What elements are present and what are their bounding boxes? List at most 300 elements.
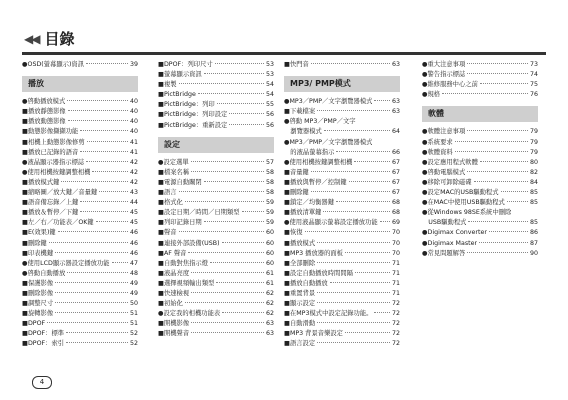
toc-entry-page: 42 bbox=[129, 178, 138, 186]
toc-entry[interactable] bbox=[22, 188, 138, 198]
toc-entry-page: 67 bbox=[391, 189, 400, 197]
dot-leader bbox=[474, 181, 528, 182]
toc-entry[interactable] bbox=[158, 158, 274, 168]
toc-entry-label: ■開機影像 bbox=[158, 320, 190, 328]
dot-leader bbox=[68, 110, 128, 111]
toc-entry[interactable] bbox=[284, 148, 400, 158]
toc-entry-page: 52 bbox=[129, 340, 138, 348]
dot-leader bbox=[185, 302, 264, 303]
dot-leader bbox=[349, 181, 390, 182]
toc-entry-page: 66 bbox=[391, 148, 400, 156]
toc-entry[interactable] bbox=[22, 127, 138, 137]
toc-entry-page: 73 bbox=[529, 61, 538, 68]
dot-leader bbox=[317, 242, 390, 243]
toc-entry-label: USB驅動程式 bbox=[422, 219, 467, 227]
toc-entry-label: ■E(效果)鍵 bbox=[22, 229, 56, 237]
toc-entry[interactable] bbox=[158, 249, 274, 259]
toc-entry[interactable] bbox=[284, 228, 400, 238]
toc-entry-page: 85 bbox=[529, 189, 538, 197]
toc-entry[interactable] bbox=[284, 107, 400, 117]
toc-entry[interactable] bbox=[422, 168, 538, 178]
dot-leader bbox=[191, 171, 264, 172]
toc-entry[interactable] bbox=[22, 239, 138, 249]
toc-entry[interactable] bbox=[158, 60, 274, 70]
toc-entry-page: 54 bbox=[265, 81, 274, 89]
toc-entry-page: 90 bbox=[529, 249, 538, 257]
toc-entry[interactable] bbox=[158, 70, 274, 80]
toc-entry[interactable] bbox=[284, 329, 400, 339]
toc-entry-page: 71 bbox=[391, 279, 400, 287]
toc-entry-page: 70 bbox=[391, 239, 400, 247]
toc-entry-label: ■快門音 bbox=[284, 61, 309, 68]
toc-entry-page: 72 bbox=[391, 340, 400, 348]
toc-entry[interactable] bbox=[158, 121, 274, 131]
toc-entry[interactable] bbox=[22, 218, 138, 228]
toc-entry-label: ■液晶亮度 bbox=[158, 269, 190, 277]
toc-entry-label: ●設定MAC的USB驅動程式 bbox=[422, 189, 499, 197]
dot-leader bbox=[47, 322, 128, 323]
toc-entry-label: ■語言 bbox=[158, 189, 177, 197]
toc-entry[interactable] bbox=[22, 249, 138, 259]
dot-leader bbox=[311, 191, 390, 192]
toc-entry-label: ■刪除鍵 bbox=[22, 239, 47, 247]
toc-entry-label: ■語音備忘錄／上鍵 bbox=[22, 199, 79, 207]
toc-entry-label: 瀏覽器模式 bbox=[284, 128, 322, 136]
toc-entry-label: ■複製 bbox=[158, 81, 177, 89]
dot-leader bbox=[317, 110, 390, 111]
toc-entry-label: ■播放自動播放 bbox=[284, 279, 328, 287]
toc-entry-label: ■顯示設定 bbox=[284, 300, 316, 308]
dot-leader bbox=[55, 312, 128, 313]
toc-entry[interactable] bbox=[22, 289, 138, 299]
toc-entry-label: ■DPOF：標準 bbox=[22, 330, 65, 338]
toc-entry-label: ■播放與暫停／控制鍵 bbox=[284, 178, 347, 186]
toc-entry-page: 76 bbox=[529, 91, 538, 99]
dot-leader bbox=[198, 93, 264, 94]
toc-entry-page: 44 bbox=[129, 199, 138, 207]
toc-entry[interactable] bbox=[284, 198, 400, 208]
dot-leader bbox=[480, 83, 528, 84]
dot-leader bbox=[380, 221, 390, 222]
dot-leader bbox=[455, 141, 528, 142]
toc-entry[interactable] bbox=[422, 138, 538, 148]
toc-entry[interactable] bbox=[422, 158, 538, 168]
toc-entry-label: ■列印記錄日期 bbox=[158, 219, 202, 227]
toc-entry-label: ●啓動 MP3／PMP／文字 bbox=[284, 118, 356, 126]
toc-entry-page: 56 bbox=[265, 111, 274, 119]
section-heading: 設定 bbox=[158, 137, 274, 153]
toc-entry-page: 70 bbox=[391, 249, 400, 257]
dot-leader bbox=[467, 130, 528, 131]
toc-entry[interactable] bbox=[22, 117, 138, 127]
section-heading: 軟體 bbox=[422, 106, 538, 122]
toc-entry-label: ●使用相機按鍵調整相機 bbox=[284, 158, 353, 166]
toc-entry-page: 46 bbox=[129, 229, 138, 237]
dot-leader bbox=[355, 272, 390, 273]
toc-entry-label: ■播放＆暫停／下鍵 bbox=[22, 209, 79, 217]
toc-entry[interactable] bbox=[158, 239, 274, 249]
toc-entry[interactable] bbox=[22, 208, 138, 218]
toc-entry[interactable] bbox=[284, 188, 400, 198]
toc-entry-page: 63 bbox=[391, 61, 400, 68]
toc-entry-label: ■鎖定／均衡器鍵 bbox=[284, 199, 335, 207]
toc-entry-page: 72 bbox=[391, 320, 400, 328]
toc-entry-label: ■恢復 bbox=[284, 229, 303, 237]
dot-leader bbox=[80, 211, 128, 212]
toc-entry-label: ■DPOF：索引 bbox=[22, 340, 65, 348]
toc-entry-page: 68 bbox=[391, 199, 400, 207]
title-divider bbox=[22, 52, 546, 55]
double-arrow-icon: ◀◀ bbox=[24, 31, 39, 46]
toc-entry[interactable] bbox=[422, 70, 538, 80]
toc-entry-label: ■DPOF：列印尺寸 bbox=[158, 61, 213, 68]
toc-entry[interactable] bbox=[422, 90, 538, 100]
dot-leader bbox=[86, 63, 128, 64]
toc-entry-page: 60 bbox=[265, 259, 274, 267]
toc-entry[interactable] bbox=[22, 309, 138, 319]
toc-entry[interactable] bbox=[158, 259, 274, 269]
toc-entry-label: ■設定自動播放時間間隔 bbox=[284, 269, 353, 277]
toc-entry[interactable] bbox=[22, 60, 138, 70]
toc-entry-label: ●啓動自動播放 bbox=[22, 269, 66, 277]
toc-column-4 bbox=[422, 60, 538, 259]
toc-entry-page: 58 bbox=[265, 178, 274, 186]
dot-leader bbox=[507, 201, 528, 202]
toc-entry[interactable] bbox=[158, 319, 274, 329]
toc-entry-label: ■PictBridge：列印設定 bbox=[158, 111, 228, 119]
dot-leader bbox=[191, 272, 264, 273]
dot-leader bbox=[191, 332, 264, 333]
toc-entry-label: ■開機聲音 bbox=[158, 330, 190, 338]
toc-entry-page: 46 bbox=[129, 249, 138, 257]
toc-entry-label: ●液晶顯示器指示標誌 bbox=[22, 158, 85, 166]
toc-entry[interactable] bbox=[422, 218, 538, 228]
toc-entry-label: ■播放模式 bbox=[284, 239, 316, 247]
toc-column-2 bbox=[158, 60, 274, 339]
dot-leader bbox=[191, 292, 264, 293]
toc-column-1 bbox=[22, 60, 138, 350]
title-block bbox=[24, 28, 74, 49]
toc-entry[interactable] bbox=[158, 289, 274, 299]
toc-entry-page: 75 bbox=[529, 81, 538, 89]
dot-leader bbox=[467, 171, 528, 172]
toc-entry-page: 53 bbox=[265, 61, 274, 68]
toc-entry-page: 71 bbox=[391, 289, 400, 297]
toc-entry-page: 87 bbox=[529, 239, 538, 247]
dot-leader bbox=[501, 191, 528, 192]
toc-entry[interactable] bbox=[22, 319, 138, 329]
toc-entry[interactable] bbox=[284, 279, 400, 289]
dot-leader bbox=[317, 292, 390, 293]
toc-entry[interactable] bbox=[158, 299, 274, 309]
dot-leader bbox=[55, 292, 128, 293]
toc-entry-label: ■旋轉影像 bbox=[22, 310, 54, 318]
toc-entry-page: 63 bbox=[265, 320, 274, 328]
toc-entry-label: ■左／右／功能表／OK鍵 bbox=[22, 219, 94, 227]
toc-entry-label: ■播放靜態影像 bbox=[22, 108, 66, 116]
toc-entry-label: ●維修服務中心之前 bbox=[422, 81, 478, 89]
toc-entry-label: ■下載檔案 bbox=[284, 108, 316, 116]
toc-entry[interactable] bbox=[284, 239, 400, 249]
toc-entry-page: 59 bbox=[265, 219, 274, 227]
toc-entry-label: ■縮略圖／放大鍵／音量鍵 bbox=[22, 189, 98, 197]
dot-leader bbox=[311, 171, 390, 172]
toc-entry[interactable] bbox=[158, 168, 274, 178]
toc-entry-label: ●MP3／PMP／文字瀏覽器模式 bbox=[284, 98, 373, 106]
toc-entry[interactable] bbox=[284, 299, 400, 309]
dot-leader bbox=[442, 93, 528, 94]
toc-entry[interactable] bbox=[284, 269, 400, 279]
toc-entry[interactable] bbox=[22, 107, 138, 117]
toc-entry[interactable] bbox=[158, 269, 274, 279]
toc-entry[interactable] bbox=[422, 148, 538, 158]
toc-entry[interactable] bbox=[22, 339, 138, 349]
toc-entry[interactable] bbox=[22, 299, 138, 309]
toc-entry-page: 57 bbox=[265, 158, 274, 166]
toc-entry[interactable] bbox=[158, 198, 274, 208]
toc-entry[interactable] bbox=[22, 279, 138, 289]
dot-leader bbox=[229, 124, 264, 125]
dot-leader bbox=[67, 100, 128, 101]
toc-entry-page: 43 bbox=[129, 189, 138, 197]
toc-entry[interactable] bbox=[158, 218, 274, 228]
dot-leader bbox=[242, 211, 264, 212]
toc-entry-page: 47 bbox=[129, 259, 138, 267]
toc-entry-page: 72 bbox=[391, 330, 400, 338]
toc-entry[interactable] bbox=[158, 329, 274, 339]
toc-entry-label: ■PictBridge bbox=[158, 91, 196, 99]
toc-entry[interactable] bbox=[284, 97, 400, 107]
dot-leader bbox=[345, 332, 390, 333]
toc-entry-page: 59 bbox=[265, 199, 274, 207]
dot-leader bbox=[217, 103, 264, 104]
toc-entry-label: ■音量鍵 bbox=[284, 168, 309, 176]
toc-entry-page: 61 bbox=[265, 269, 274, 277]
toc-entry-label: ■螢幕顯示資訊 bbox=[158, 71, 202, 79]
toc-entry-page: 61 bbox=[265, 279, 274, 287]
dot-leader bbox=[191, 322, 264, 323]
toc-entry-label: ■聲音 bbox=[158, 229, 177, 237]
toc-entry-label: ■MP3 背景音樂設定 bbox=[284, 330, 343, 338]
toc-entry-page: 41 bbox=[129, 138, 138, 146]
toc-entry[interactable] bbox=[422, 249, 538, 259]
toc-entry[interactable] bbox=[158, 90, 274, 100]
toc-entry-label: ●軟體資料 bbox=[422, 148, 453, 156]
dot-leader bbox=[210, 262, 264, 263]
toc-entry-label: ■快速檢視 bbox=[158, 289, 190, 297]
toc-entry-page: 63 bbox=[391, 108, 400, 116]
toc-entry[interactable] bbox=[158, 309, 274, 319]
toc-entry-page: 70 bbox=[391, 229, 400, 237]
page-title: 目錄 bbox=[44, 30, 75, 48]
dot-leader bbox=[324, 130, 390, 131]
toc-entry[interactable] bbox=[284, 289, 400, 299]
toc-entry-page: 45 bbox=[129, 219, 138, 227]
toc-entry-label: ■選擇視頻輸出類型 bbox=[158, 279, 215, 287]
toc-entry-page: 40 bbox=[129, 128, 138, 136]
toc-entry-page: 51 bbox=[129, 320, 138, 328]
toc-entry[interactable] bbox=[22, 158, 138, 168]
toc-entry[interactable] bbox=[284, 319, 400, 329]
dot-leader bbox=[58, 231, 128, 232]
toc-entry-label: ●OSD(螢幕顯示)資訊 bbox=[22, 61, 84, 68]
toc-entry-label: ■播放已記錄的語音 bbox=[22, 148, 79, 156]
dot-leader bbox=[489, 231, 528, 232]
toc-entry[interactable] bbox=[422, 239, 538, 249]
toc-entry-page: 40 bbox=[129, 108, 138, 116]
toc-entry-label: ■PictBridge：列印 bbox=[158, 101, 215, 109]
toc-entry-page: 63 bbox=[265, 330, 274, 338]
dot-leader bbox=[467, 252, 528, 253]
toc-entry[interactable] bbox=[284, 259, 400, 269]
toc-entry[interactable] bbox=[284, 208, 400, 218]
dot-leader bbox=[374, 312, 390, 313]
toc-entry[interactable] bbox=[158, 208, 274, 218]
toc-entry-page: 48 bbox=[129, 269, 138, 277]
toc-entry[interactable] bbox=[22, 178, 138, 188]
dot-leader bbox=[317, 342, 390, 343]
dot-leader bbox=[323, 211, 390, 212]
toc-entry[interactable] bbox=[158, 228, 274, 238]
toc-entry[interactable] bbox=[22, 198, 138, 208]
toc-entry-page: 46 bbox=[129, 239, 138, 247]
dot-leader bbox=[455, 151, 528, 152]
dot-leader bbox=[305, 231, 390, 232]
toc-entry-page: 39 bbox=[129, 61, 138, 68]
toc-entry-page: 60 bbox=[265, 229, 274, 237]
toc-entry[interactable] bbox=[422, 198, 538, 208]
dot-leader bbox=[317, 302, 390, 303]
toc-entry-page: 49 bbox=[129, 279, 138, 287]
toc-entry[interactable] bbox=[22, 148, 138, 158]
toc-entry[interactable] bbox=[284, 168, 400, 178]
toc-entry-page: 40 bbox=[129, 118, 138, 126]
toc-entry-label: ■PictBridge：重新設定 bbox=[158, 121, 228, 129]
dot-leader bbox=[66, 332, 128, 333]
toc-entry-label: ■格式化 bbox=[158, 199, 183, 207]
dot-leader bbox=[86, 161, 128, 162]
toc-entry-page: 82 bbox=[529, 168, 538, 176]
dot-leader bbox=[336, 151, 390, 152]
toc-entry[interactable] bbox=[284, 158, 400, 168]
toc-entry[interactable] bbox=[284, 178, 400, 188]
toc-entry-page: 67 bbox=[391, 178, 400, 186]
toc-entry[interactable] bbox=[22, 168, 138, 178]
dot-leader bbox=[336, 201, 390, 202]
dot-leader bbox=[222, 312, 264, 313]
toc-entry[interactable] bbox=[284, 138, 400, 148]
toc-entry-page: 79 bbox=[529, 128, 538, 136]
toc-entry-label: ●常見問題解答 bbox=[422, 249, 466, 257]
toc-entry-page: 58 bbox=[265, 168, 274, 176]
toc-entry-page: 42 bbox=[129, 158, 138, 166]
toc-entry-label: ●從Windows 98SE系統中刪除 bbox=[422, 209, 512, 217]
toc-entry[interactable] bbox=[422, 178, 538, 188]
toc-entry-page: 40 bbox=[129, 98, 138, 106]
toc-entry[interactable] bbox=[284, 60, 400, 70]
toc-entry-label: ■播放模式鍵 bbox=[22, 178, 60, 186]
toc-entry-page: 55 bbox=[265, 101, 274, 109]
toc-entry-label: ■重置背景 bbox=[284, 289, 316, 297]
toc-entry[interactable] bbox=[22, 329, 138, 339]
toc-entry-label: ■刪除鍵 bbox=[284, 189, 309, 197]
toc-entry-label: ■電源自動關閉 bbox=[158, 178, 202, 186]
toc-entry-label: ●移除可卸除磁碟 bbox=[422, 178, 472, 186]
toc-entry[interactable] bbox=[284, 127, 400, 137]
toc-entry-page: 72 bbox=[391, 300, 400, 308]
toc-entry-page: 59 bbox=[265, 209, 274, 217]
toc-entry[interactable] bbox=[422, 80, 538, 90]
toc-entry[interactable] bbox=[284, 309, 400, 319]
dot-leader bbox=[215, 63, 264, 64]
dot-leader bbox=[67, 272, 128, 273]
toc-entry-label: ■播放清單鍵 bbox=[284, 209, 322, 217]
toc-entry-label: ●警告指示標誌 bbox=[422, 71, 466, 79]
toc-entry[interactable] bbox=[422, 127, 538, 137]
toc-entry[interactable] bbox=[158, 100, 274, 110]
toc-entry[interactable] bbox=[284, 218, 400, 228]
toc-entry[interactable] bbox=[158, 178, 274, 188]
dot-leader bbox=[317, 262, 390, 263]
dot-leader bbox=[480, 161, 528, 162]
toc-entry[interactable] bbox=[284, 117, 400, 127]
dot-leader bbox=[229, 113, 264, 114]
dot-leader bbox=[80, 201, 128, 202]
toc-entry-page: 74 bbox=[529, 71, 538, 79]
toc-entry-page: 79 bbox=[529, 138, 538, 146]
dot-leader bbox=[99, 191, 128, 192]
toc-entry-page: 60 bbox=[265, 239, 274, 247]
toc-entry-label: ●MP3／PMP／文字瀏覽器模式 bbox=[284, 138, 373, 146]
toc-entry[interactable] bbox=[158, 110, 274, 120]
toc-entry-label: ●軟體注意事項 bbox=[422, 128, 466, 136]
dot-leader bbox=[354, 161, 390, 162]
toc-entry-page: 86 bbox=[529, 229, 538, 237]
toc-entry[interactable] bbox=[422, 188, 538, 198]
toc-entry-page: 56 bbox=[265, 121, 274, 129]
section-heading: 播放 bbox=[22, 76, 138, 92]
toc-entry[interactable] bbox=[284, 339, 400, 349]
toc-entry[interactable] bbox=[422, 228, 538, 238]
dot-leader bbox=[179, 83, 264, 84]
toc-entry[interactable] bbox=[422, 208, 538, 218]
toc-entry-label: ■自動滑動 bbox=[284, 320, 316, 328]
toc-entry[interactable] bbox=[22, 259, 138, 269]
toc-entry[interactable] bbox=[422, 60, 538, 70]
toc-entry-page: 67 bbox=[391, 158, 400, 166]
toc-entry[interactable] bbox=[158, 188, 274, 198]
dot-leader bbox=[204, 221, 264, 222]
toc-entry[interactable] bbox=[22, 269, 138, 279]
dot-leader bbox=[55, 252, 128, 253]
toc-entry-page: 85 bbox=[529, 199, 538, 207]
toc-entry-label: ■調整尺寸 bbox=[22, 300, 54, 308]
toc-entry[interactable] bbox=[158, 279, 274, 289]
toc-entry[interactable] bbox=[284, 249, 400, 259]
toc-entry[interactable] bbox=[22, 228, 138, 238]
toc-entry[interactable] bbox=[22, 138, 138, 148]
toc-entry-label: ■自動對焦指示燈 bbox=[158, 259, 209, 267]
toc-entry-label: ■檔案名稱 bbox=[158, 168, 190, 176]
toc-entry-label: ●使用LCD顯示器設定播放功能 bbox=[22, 259, 110, 267]
toc-column-3 bbox=[284, 60, 400, 350]
toc-entry-label: ●設定應用程式軟體 bbox=[422, 158, 478, 166]
dot-leader bbox=[317, 322, 390, 323]
dot-leader bbox=[55, 302, 128, 303]
toc-entry[interactable] bbox=[158, 80, 274, 90]
toc-entry-label: ●啓動電腦模式 bbox=[422, 168, 466, 176]
toc-entry[interactable] bbox=[22, 97, 138, 107]
